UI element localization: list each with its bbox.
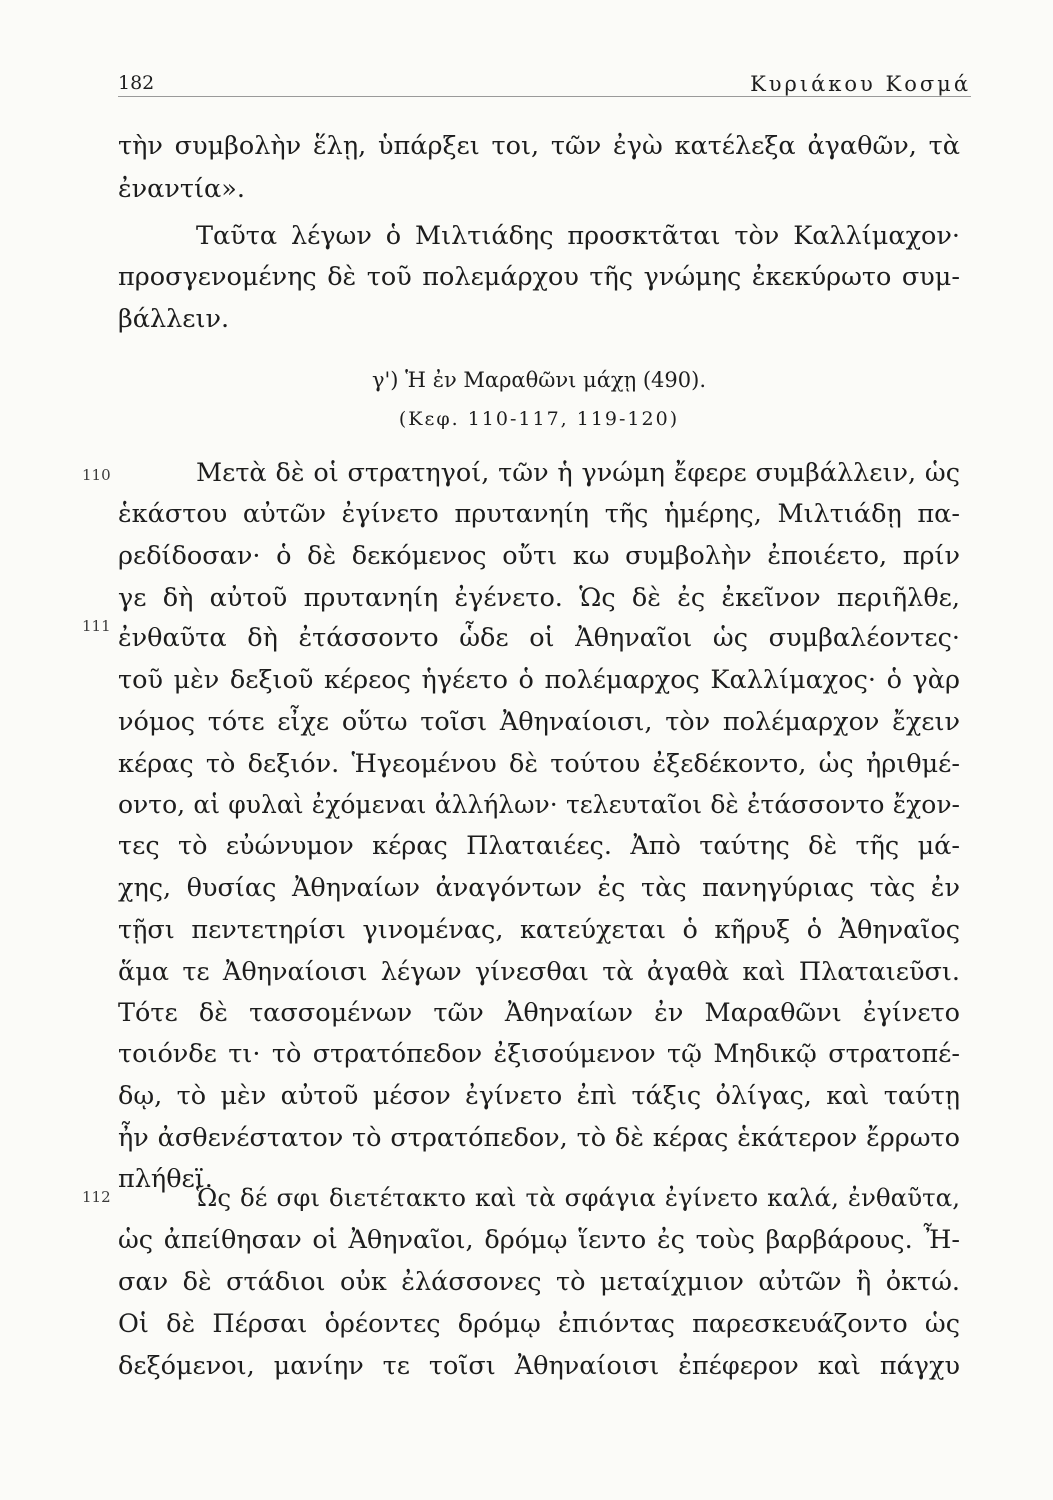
text-line: ρεδίδοσαν· ὁ δὲ δεκόμενος οὔτι κω συμβολὴν ἐποιέετο, πρίν	[118, 541, 960, 571]
running-head	[118, 58, 971, 98]
text-line: δῳ, τὸ μὲν αὐτοῦ μέσον ἐγίνετο ἐπὶ τάξις ὀλίγας, καὶ ταύτῃ	[118, 1081, 960, 1111]
header-rule	[118, 96, 971, 97]
text-line: βάλλειν.	[118, 304, 230, 334]
text-line: ἐναντία».	[118, 174, 245, 204]
text-line: πλήθεϊ.	[118, 1164, 213, 1194]
text-line: οντο, αἱ φυλαὶ ἐχόμεναι ἀλλήλων· τελευταῖοι δὲ ἐτάσσοντο ἔχον-	[118, 790, 960, 819]
text-line: προσγενομένης δὲ τοῦ πολεμάρχου τῆς γνώμης ἐκεκύρωτο συμ-	[118, 262, 960, 292]
running-title: Κυριάκου Κοσμά	[750, 72, 971, 96]
text-line: τες τὸ εὐώνυμον κέρας Πλαταιέες. Ἀπὸ ταύτης δὲ τῆς μά-	[118, 831, 960, 861]
text-line: σαν δὲ στάδιοι οὐκ ἐλάσσονες τὸ μεταίχμιον αὐτῶν ἢ ὀκτώ.	[118, 1267, 960, 1297]
section-title: γ') Ἡ ἐν Μαραθῶνι μάχῃ (490).	[371, 368, 707, 392]
text-line: δεξόμενοι, μανίην τε τοῖσι Ἀθηναίοισι ἐπέφερον καὶ πάγχυ	[118, 1351, 960, 1381]
chapter-number: 111	[82, 617, 111, 635]
text-line: κέρας τὸ δεξιόν. Ἡγεομένου δὲ τούτου ἐξεδέκοντο, ὡς ἠριθμέ-	[118, 749, 960, 779]
text-line: ἑκάστου αὐτῶν ἐγίνετο πρυτανηίη τῆς ἡμέρης, Μιλτιάδῃ πα-	[118, 499, 960, 529]
text-line: Ὡς δέ σφι διετέτακτο καὶ τὰ σφάγια ἐγίνετο καλά, ἐνθαῦτα,	[196, 1183, 960, 1212]
text-line: ἦν ἀσθενέστατον τὸ στρατόπεδον, τὸ δὲ κέρας ἑκάτερον ἔρρωτο	[118, 1123, 960, 1153]
text-line: χης, θυσίας Ἀθηναίων ἀναγόντων ἐς τὰς πανηγύριας τὰς ἐν	[118, 873, 960, 903]
text-line: Μετὰ δὲ οἱ στρατηγοί, τῶν ἡ γνώμη ἔφερε συμβάλλειν, ὡς	[196, 458, 960, 488]
text-line: τὴν συμβολὴν ἕλῃ, ὑπάρξει τοι, τῶν ἐγὼ κατέλεξα ἀγαθῶν, τὰ	[118, 131, 960, 161]
text-line: τοῦ μὲν δεξιοῦ κέρεος ἡγέετο ὁ πολέμαρχος Καλλίμαχος· ὁ γὰρ	[118, 665, 960, 695]
text-line: γε δὴ αὐτοῦ πρυτανηίη ἐγένετο. Ὡς δὲ ἐς ἐκεῖνον περιῆλθε,	[118, 583, 960, 613]
chapter-number: 110	[82, 466, 111, 484]
text-line: ἐνθαῦτα δὴ ἐτάσσοντο ὧδε οἱ Ἀθηναῖοι ὡς συμβαλέοντες·	[118, 623, 960, 653]
text-line: νόμος τότε εἶχε οὕτω τοῖσι Ἀθηναίοισι, τὸν πολέμαρχον ἔχειν	[118, 707, 960, 737]
text-line: Ταῦτα λέγων ὁ Μιλτιάδης προσκτᾶται τὸν Καλλίμαχον·	[196, 221, 960, 251]
text-line: Οἱ δὲ Πέρσαι ὁρέοντες δρόμῳ ἐπιόντας παρεσκευάζοντο ὡς	[118, 1309, 960, 1339]
chapter-number: 112	[82, 1188, 111, 1206]
text-line: ἅμα τε Ἀθηναίοισι λέγων γίνεσθαι τὰ ἀγαθὰ καὶ Πλαταιεῦσι.	[118, 957, 960, 987]
text-line: Τότε δὲ τασσομένων τῶν Ἀθηναίων ἐν Μαραθῶνι ἐγίνετο	[118, 998, 960, 1028]
page-number: 182	[118, 72, 155, 94]
text-line: τῇσι πεντετηρίσι γινομένας, κατεύχεται ὁ κῆρυξ ὁ Ἀθηναῖος	[118, 915, 960, 945]
section-reference: (Κεφ. 110-117, 119-120)	[398, 408, 680, 430]
text-line: τοιόνδε τι· τὸ στρατόπεδον ἐξισούμενον τῷ Μηδικῷ στρατοπέ-	[118, 1039, 960, 1069]
text-line: ὡς ἀπείθησαν οἱ Ἀθηναῖοι, δρόμῳ ἵεντο ἐς τοὺς βαρβάρους. Ἦ-	[118, 1225, 960, 1255]
